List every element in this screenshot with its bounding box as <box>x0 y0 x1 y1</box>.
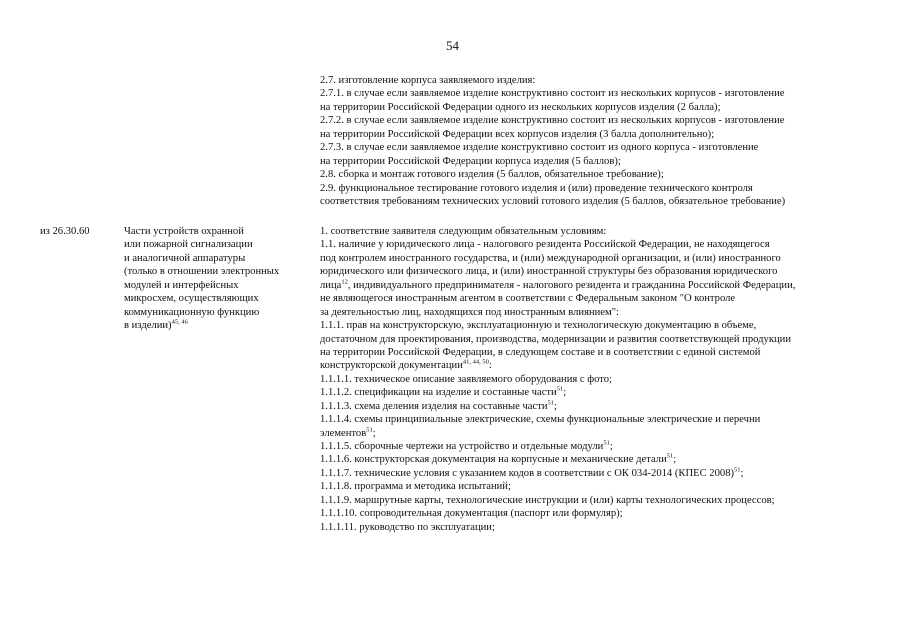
requirement-line <box>320 292 795 305</box>
requirement-text: 1.1.1.6. конструкторская документация на корпусные и механические детали <box>320 454 667 466</box>
product-name <box>124 225 279 333</box>
requirement-line: на территории Российской Федерации всех корпусов изделия (3 балла дополнительно); <box>320 128 715 140</box>
product-name-text: коммуникационную функцию <box>124 306 260 318</box>
requirement-text: 1.1.1.4. схемы принципиальные электрические, схемы функциональные электрические и перечни <box>320 414 761 426</box>
requirement-text: на территории Российской Федерации, в следующем составе и в соответствии с единой системой <box>320 346 761 358</box>
requirement-line <box>320 265 795 278</box>
requirement-line <box>320 453 795 466</box>
requirement-text-continued: ; <box>609 441 613 452</box>
requirement-line: 2.7.2. в случае если заявляемое изделие конструктивно состоит из нескольких корпусов - изготовление <box>320 115 785 127</box>
requirement-line <box>320 494 795 507</box>
product-name-text: (только в отношении электронных <box>124 266 280 278</box>
requirement-line: на территории Российской Федерации корпуса изделия (5 баллов); <box>320 155 621 167</box>
requirement-text: лица <box>320 279 342 291</box>
requirement-text: за деятельностью лиц, находящихся под иностранным влиянием": <box>320 306 619 318</box>
requirement-line: 2.7.3. в случае если заявляемое изделие конструктивно состоит из одного корпуса - изготовление <box>320 142 759 154</box>
requirement-line <box>320 413 795 426</box>
requirement-text: 1.1.1.5. сборочные чертежи на устройство и отдельные модули <box>320 441 604 452</box>
product-name-line <box>124 238 279 251</box>
footnote-ref: 51 <box>666 452 674 460</box>
requirement-text: 1.1.1.1. техническое описание заявляемого оборудования с фото; <box>320 373 612 385</box>
requirement-line <box>320 440 795 453</box>
requirement-text-continued: ; <box>673 454 677 466</box>
product-name-line <box>124 292 279 305</box>
requirement-text: 1. соответствие заявителя следующим обязательным условиям: <box>320 226 607 237</box>
footnote-ref: 51 <box>603 439 610 447</box>
product-name-line <box>124 279 279 292</box>
requirements-list <box>320 225 795 534</box>
requirement-text-continued: : <box>488 360 492 372</box>
requirement-text: 1.1.1.9. маршрутные карты, технологические инструкции и (или) карты технологических процессов; <box>320 494 775 506</box>
requirement-text: 1.1.1.11. руководство по эксплуатации; <box>320 521 495 533</box>
product-name-text: микросхем, осуществляющих <box>124 293 259 305</box>
requirement-line <box>320 467 795 480</box>
requirement-text-continued: ; <box>563 387 567 399</box>
page-number: 54 <box>446 38 459 53</box>
product-name-line <box>124 265 279 278</box>
requirement-line <box>320 252 795 265</box>
previous-row-requirements <box>320 74 785 208</box>
footnote-ref: 51 <box>734 466 741 474</box>
product-name-line <box>124 306 279 319</box>
requirement-line <box>320 427 795 440</box>
requirement-line: 2.7.1. в случае если заявляемое изделие конструктивно состоит из нескольких корпусов - изготовление <box>320 88 785 100</box>
requirement-line <box>320 306 795 319</box>
requirement-text: конструкторской документации <box>320 360 463 372</box>
product-name-text: Части устройств охранной <box>124 226 244 237</box>
product-name-text: или пожарной сигнализации <box>124 239 253 251</box>
requirement-text: 1.1.1.8. программа и методика испытаний; <box>320 481 511 493</box>
requirement-line <box>320 346 795 359</box>
requirement-text-continued: ; <box>554 400 557 412</box>
requirement-line <box>320 225 795 238</box>
footnote-ref: 12 <box>341 278 348 286</box>
requirement-line: 2.9. функциональное тестирование готового изделия и (или) проведение технического контроля <box>320 182 753 194</box>
requirement-text: 1.1.1.7. технические условия с указанием кодов в соответствии с ОК 034-2014 (КПЕС 2008) <box>320 467 735 479</box>
requirement-line <box>320 386 795 399</box>
requirement-line: на территории Российской Федерации одного из нескольких корпусов изделия (2 балла); <box>320 101 721 113</box>
footnote-ref: 51 <box>556 385 564 393</box>
requirement-text-continued: ; <box>740 467 744 479</box>
requirement-line <box>320 400 795 413</box>
requirement-text: не являющегося иностранным агентом в соответствии с Федеральным законом "О контроле <box>320 293 736 305</box>
requirement-text-continued: ; <box>372 427 376 439</box>
requirement-line <box>320 319 795 332</box>
requirement-text: 1.1.1.3. схема деления изделия на составные части <box>320 400 548 412</box>
footnote-ref: 51 <box>366 426 373 434</box>
requirement-text: достаточном для проектирования, производства, модернизации и развития соответствующей продукции <box>320 333 791 345</box>
product-name-text: модулей и интерфейсных <box>124 279 239 291</box>
requirement-line <box>320 480 795 493</box>
requirement-line: соответствия требованиям технических условий готового изделия (5 баллов, обязательное требование) <box>320 195 786 207</box>
requirement-line <box>320 507 795 520</box>
requirement-text: 1.1.1.10. сопроводительная документация (паспорт или формуляр); <box>320 508 623 520</box>
requirement-text: под контролем иностранного государства, и (или) международной организации, и (или) иностранного <box>320 252 781 264</box>
product-name-line <box>124 252 279 265</box>
product-name-line <box>124 319 279 332</box>
requirement-line <box>320 333 795 346</box>
product-name-text: в изделии) <box>124 320 172 332</box>
requirement-line <box>320 521 795 534</box>
requirement-text: 1.1. наличие у юридического лица - налогового резидента Российской Федерации, не находящегося <box>320 239 770 251</box>
requirement-text: элементов <box>320 427 367 439</box>
requirement-text-continued: , индивидуального предпринимателя - налогового резидента и гражданина Российской Федерации, <box>347 279 796 291</box>
requirement-text: юридического или физического лица, и (или) иностранной структуры без образования юридического <box>320 266 778 278</box>
requirement-text: 1.1.1. прав на конструкторскую, эксплуатационную и технологическую документацию в объеме, <box>320 320 757 332</box>
footnote-ref: 45, 46 <box>171 318 188 326</box>
footnote-ref: 51 <box>547 399 554 407</box>
product-name-text: и аналогичной аппаратуры <box>124 252 246 264</box>
product-name-line <box>124 225 279 238</box>
requirement-line <box>320 359 795 372</box>
product-code: из 26.30.60 <box>40 226 90 237</box>
requirement-line <box>320 373 795 386</box>
requirement-line: 2.8. сборка и монтаж готового изделия (5 баллов, обязательное требование); <box>320 169 664 181</box>
requirement-line <box>320 279 795 292</box>
footnote-ref: 41, 44, 50 <box>462 358 489 366</box>
requirement-line: 2.7. изготовление корпуса заявляемого изделия: <box>320 75 536 86</box>
requirement-text: 1.1.1.2. спецификации на изделие и составные части <box>320 387 557 399</box>
requirement-line <box>320 238 795 251</box>
